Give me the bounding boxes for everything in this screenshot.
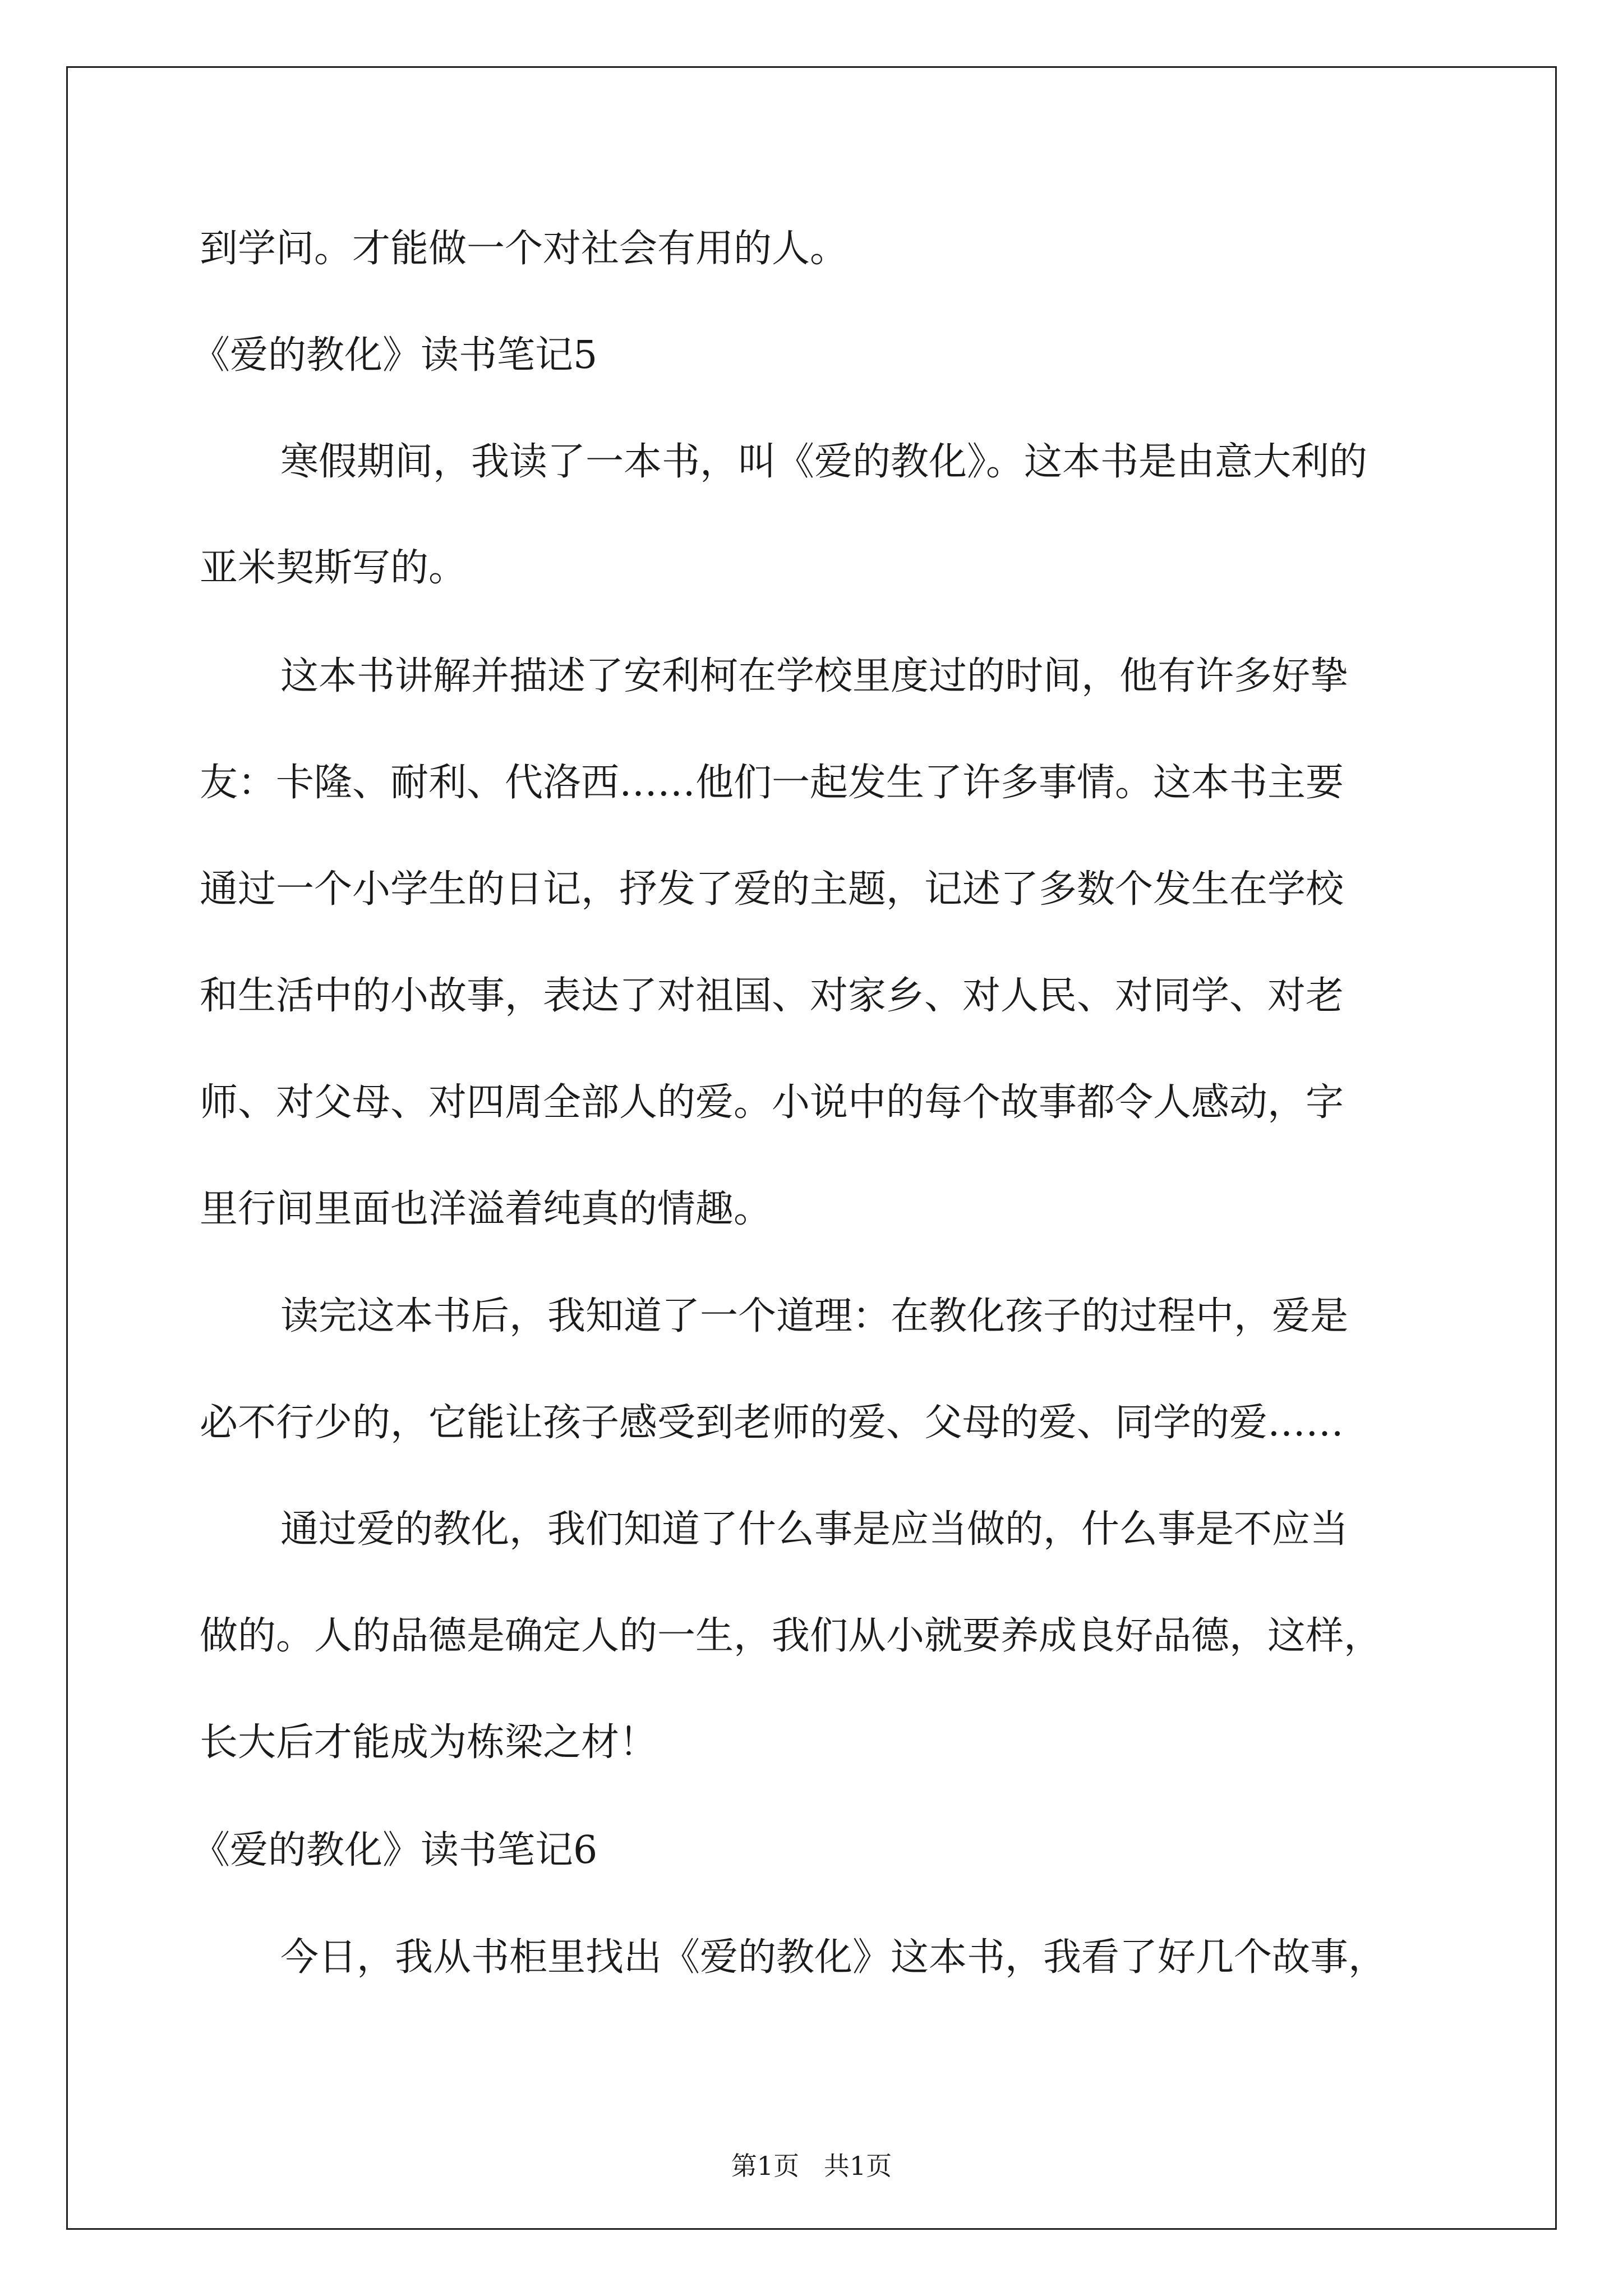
text-line: 通过一个小学生的日记，抒发了爱的主题，记述了多数个发生在学校 (200, 867, 1344, 912)
text-line: 必不行少的，它能让孩子感受到老师的爱、父母的爱、同学的爱…… (200, 1401, 1344, 1445)
text-line: 亚米契斯写的。 (200, 546, 467, 590)
text-line: 友：卡隆、耐利、代洛西……他们一起发生了许多事情。这本书主要 (200, 761, 1344, 805)
text-line: 寒假期间，我读了一本书，叫《爱的教化》。这本书是由意大利的 (280, 440, 1368, 484)
text-line: 读完这本书后，我知道了一个道理：在教化孩子的过程中，爱是 (280, 1294, 1349, 1338)
text-line: 做的。人的品德是确定人的一生，我们从小就要养成良好品德，这样， (200, 1614, 1382, 1658)
section-heading: 《爱的教化》读书笔记5 (192, 333, 598, 378)
text-line: 通过爱的教化，我们知道了什么事是应当做的，什么事是不应当 (280, 1507, 1349, 1552)
page-border (66, 66, 1557, 2230)
text-line: 今日，我从书柜里找出《爱的教化》这本书，我看了好几个故事， (280, 1935, 1387, 1980)
text-line: 长大后才能成为栋梁之材！ (200, 1720, 658, 1765)
text-line: 这本书讲解并描述了安利柯在学校里度过的时间，他有许多好挚 (280, 654, 1349, 698)
text-line: 师、对父母、对四周全部人的爱。小说中的每个故事都令人感动，字 (200, 1080, 1344, 1125)
text-line: 和生活中的小故事，表达了对祖国、对家乡、对人民、对同学、对老 (200, 974, 1344, 1018)
section-heading: 《爱的教化》读书笔记6 (192, 1828, 598, 1872)
text-line: 里行间里面也洋溢着纯真的情趣。 (200, 1187, 772, 1231)
page-footer: 第1页 共1页 (731, 2151, 892, 2181)
text-line: 到学问。才能做一个对社会有用的人。 (200, 227, 849, 271)
